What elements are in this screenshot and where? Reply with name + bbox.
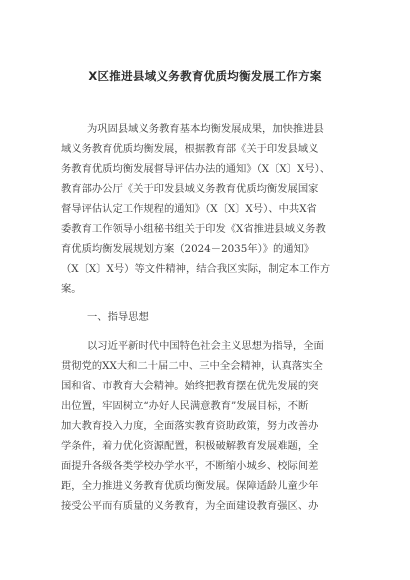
section-line: 距，全力推进义务教育优质均衡发展。保障适龄儿童少年 [61,480,319,492]
intro-line: 教育部办公厅《关于印发县域义务教育优质均衡发展国家 [61,183,319,195]
intro-line: 域义务教育优质均衡发展，根据教育部《关于印发县域义 [61,143,319,155]
intro-line: 委教育工作领导小组秘书组关于印发《X省推进县域义务教 [61,223,326,235]
section-line: 加大教育投入力度，全面落实教育资助政策，努力改善办 [61,420,319,432]
intro-line: 育优质均衡发展规划方案（2024－2035年）》的通知》 [61,243,315,255]
section-line: 学条件，着力优化资源配置，积极破解教育发展难题，全 [61,440,319,452]
section-line: 接受公平而有质量的义务教育，为全面建设教育强区、办 [61,500,319,512]
section-line: 出位置，牢固树立“办好人民满意教育”发展目标，不断 [61,400,309,412]
intro-line: 督导评估认定工作规程的通知》（X〔X〕X号）、中共X省 [61,203,317,215]
intro-line: 案。 [61,283,82,295]
intro-line: 为巩固县域义务教育基本均衡发展成果，加快推进县 [87,123,324,135]
section-line: 贯彻党的XX大和二十届二中、三中全会精神，认真落实全 [61,360,323,372]
section-heading: 一、指导思想 [87,311,149,323]
intro-line: （X〔X〕X号）等文件精神，结合我区实际，制定本工作方 [61,263,331,275]
section-line: 以习近平新时代中国特色社会主义思想为指导，全面 [87,340,324,352]
intro-line: 务教育优质均衡发展督导评估办法的通知》（X〔X〕X号）、 [61,163,331,175]
section-line: 国和省、市教育大会精神。始终把教育摆在优先发展的突 [61,380,319,392]
document-title: X区推进县域义务教育优质均衡发展工作方案 [88,69,322,83]
section-line: 面提升各级各类学校办学水平，不断缩小城乡、校际间差 [61,460,319,472]
